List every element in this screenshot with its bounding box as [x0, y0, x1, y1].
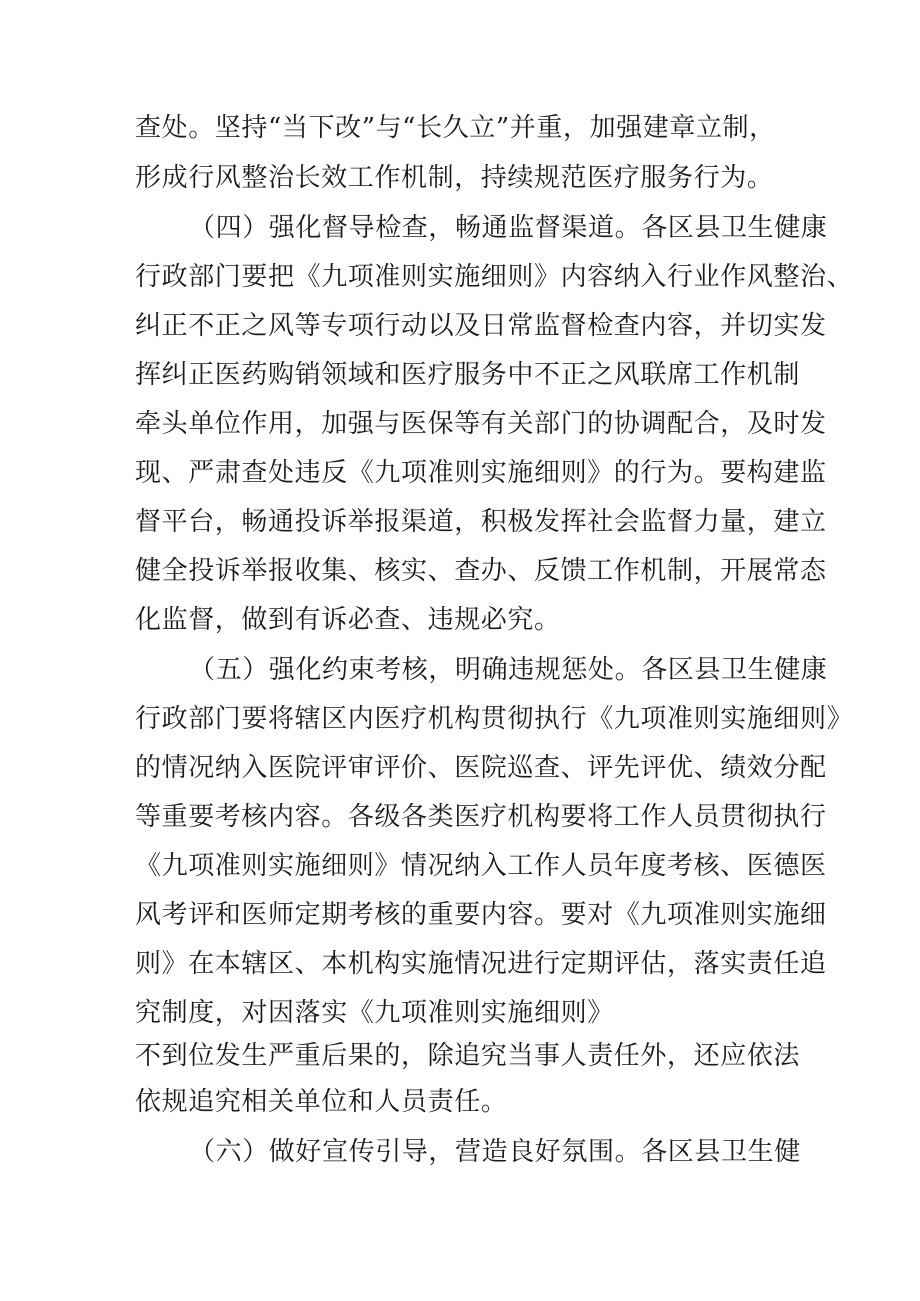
text-line: 纠正不正之风等专项行动以及日常监督检查内容，并切实发 — [135, 311, 827, 341]
section-heading-six: （六）做好宣传引导，营造良好氛围。各区县卫生健 — [189, 1137, 801, 1167]
text-line: 究制度，对因落实《九项准则实施细则》 — [135, 998, 614, 1028]
text-line: 依规追究相关单位和人员责任。 — [135, 1087, 508, 1117]
text-line: 的情况纳入医院评审评价、医院巡查、评先评优、绩效分配 — [135, 753, 827, 783]
section-heading-five: （五）强化约束考核，明确违规惩处。各区县卫生健康 — [189, 655, 828, 685]
text-line: 化监督，做到有诉必查、违规必究。 — [135, 605, 561, 635]
text-line: 则》在本辖区、本机构实施情况进行定期评估，落实责任追 — [135, 949, 827, 979]
text-line: 行政部门要将辖区内医疗机构贯彻执行《九项准则实施细则》 — [135, 704, 854, 734]
text-line: 风考评和医师定期考核的重要内容。要对《九项准则实施细 — [135, 900, 827, 930]
text-line: 现、严肃查处违反《九项准则实施细则》的行为。要构建监 — [135, 458, 827, 488]
text-line: 等重要考核内容。各级各类医疗机构要将工作人员贯彻执行 — [135, 802, 827, 832]
section-heading-four: （四）强化督导检查，畅通监督渠道。各区县卫生健康 — [189, 213, 828, 243]
text-line: 形成行风整治长效工作机制，持续规范医疗服务行为。 — [135, 163, 774, 193]
text-line: 查处。坚持“当下改”与“长久立”并重，加强建章立制， — [135, 113, 776, 143]
text-line: 不到位发生严重后果的，除追究当事人责任外，还应依法 — [135, 1041, 801, 1071]
text-line: 牵头单位作用，加强与医保等有关部门的协调配合，及时发 — [135, 409, 827, 439]
text-line: 《九项准则实施细则》情况纳入工作人员年度考核、医德医 — [135, 851, 827, 881]
text-line: 健全投诉举报收集、核实、查办、反馈工作机制，开展常态 — [135, 556, 827, 586]
text-line: 挥纠正医药购销领域和医疗服务中不正之风联席工作机制 — [135, 360, 801, 390]
text-line: 督平台，畅通投诉举报渠道，积极发挥社会监督力量，建立 — [135, 507, 827, 537]
text-line: 行政部门要把《九项准则实施细则》内容纳入行业作风整治、 — [135, 262, 854, 292]
